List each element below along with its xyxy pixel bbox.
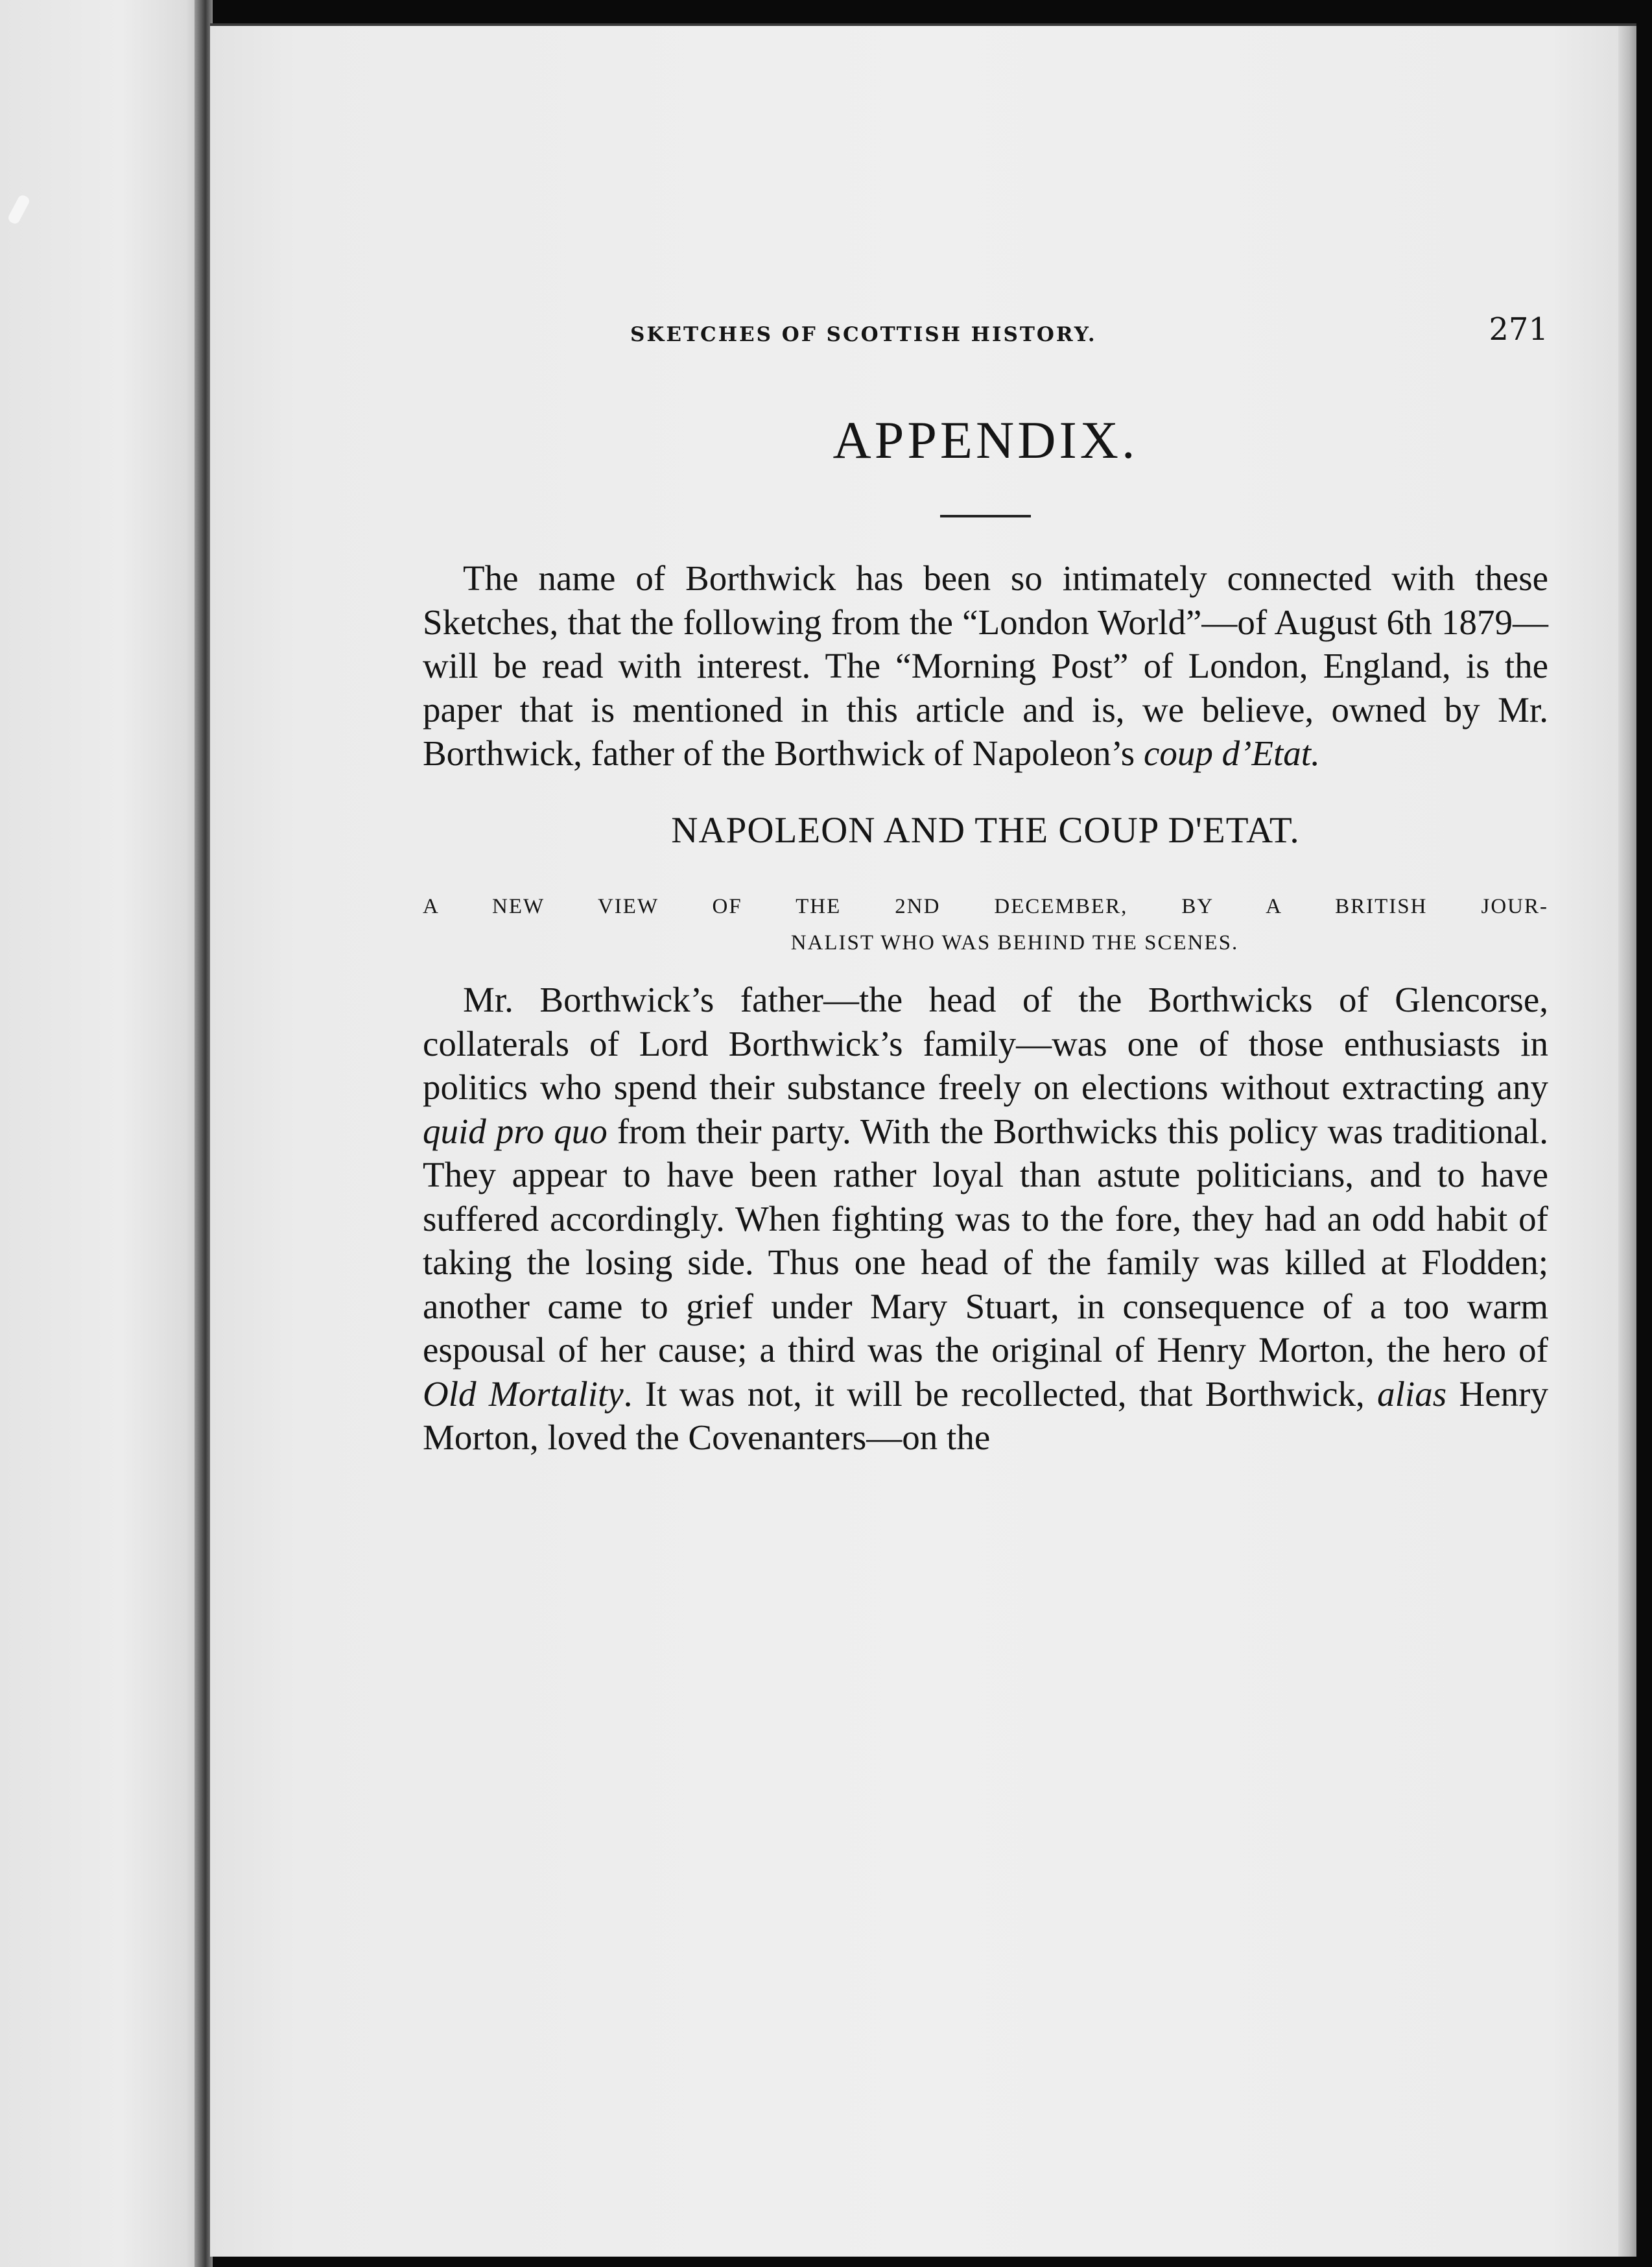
body-italic-old-mortality: Old Mortality bbox=[423, 1373, 624, 1414]
running-head bbox=[423, 311, 1548, 363]
title-rule bbox=[940, 515, 1031, 517]
page-text-block bbox=[423, 311, 1548, 1460]
article-heading: NAPOLEON AND THE COUP D'ETAT. bbox=[671, 809, 1300, 851]
intro-text-8-italic: coup d’Etat. bbox=[1143, 733, 1320, 773]
article-subheading bbox=[423, 888, 1548, 961]
intro-text-4: will be read with interest. The “Morning Post” bbox=[423, 646, 1129, 685]
intro-text-7: Borthwick, father of the Borthwick of Napoleon’s bbox=[423, 733, 1135, 773]
body-text-1: Mr. Borthwick’s father—the head of the Borthwicks of Glencorse, collaterals of Lord Borthwick’s family—was one of those enthusiasts in politics who spend their substance freely on elections without extracting any bbox=[423, 980, 1548, 1108]
intro-text-1: The name of Borthwick has been so intimately bbox=[463, 558, 1207, 598]
body-italic-quid-pro-quo: quid pro quo bbox=[423, 1111, 608, 1151]
intro-text-6: in this article and is, we believe, owned by Mr. bbox=[801, 689, 1549, 730]
page-number: 271 bbox=[1489, 311, 1548, 348]
subheading-line-1: A NEW VIEW OF THE 2ND DECEMBER, BY A BRITISH JOUR- bbox=[423, 895, 1548, 919]
running-title: SKETCHES OF SCOTTISH HISTORY. bbox=[630, 323, 1097, 346]
book-page bbox=[210, 23, 1636, 2257]
intro-text-2: connected with these Sketches, that the following bbox=[423, 558, 1549, 642]
body-text-4: Henry Morton, loved the Covenanters—on the bbox=[423, 1373, 1548, 1458]
article-body-paragraph bbox=[423, 978, 1548, 1460]
intro-text-5: of London, England, is the paper that is mentioned bbox=[423, 646, 1549, 730]
subheading-line-2: NALIST WHO WAS BEHIND THE SCENES. bbox=[790, 931, 1239, 955]
body-text-2: from their party. With the Borthwicks this policy was traditional. They appear to have been rather loyal than astute politicians, and to have suffered accordingly. When fighting was to the fore, they had an odd habit of taking the losing side. Thus one head of the family was killed at Flodden; another came to grief under Mary Stuart, in consequence of a too warm espousal of her cause; a third was the original of Henry Morton, the hero of bbox=[423, 1111, 1548, 1370]
left-facing-page bbox=[0, 0, 202, 2267]
page-edge bbox=[1618, 26, 1636, 2257]
body-text-3: . It was not, it will be recollected, that Borthwick, bbox=[623, 1373, 1378, 1414]
intro-text-3: from the “London World”—of August 6th 1879— bbox=[831, 602, 1549, 642]
appendix-intro-paragraph bbox=[423, 556, 1548, 776]
appendix-title: APPENDIX. bbox=[832, 410, 1139, 469]
paper-speck bbox=[6, 193, 30, 225]
body-italic-alias: alias bbox=[1377, 1373, 1447, 1414]
